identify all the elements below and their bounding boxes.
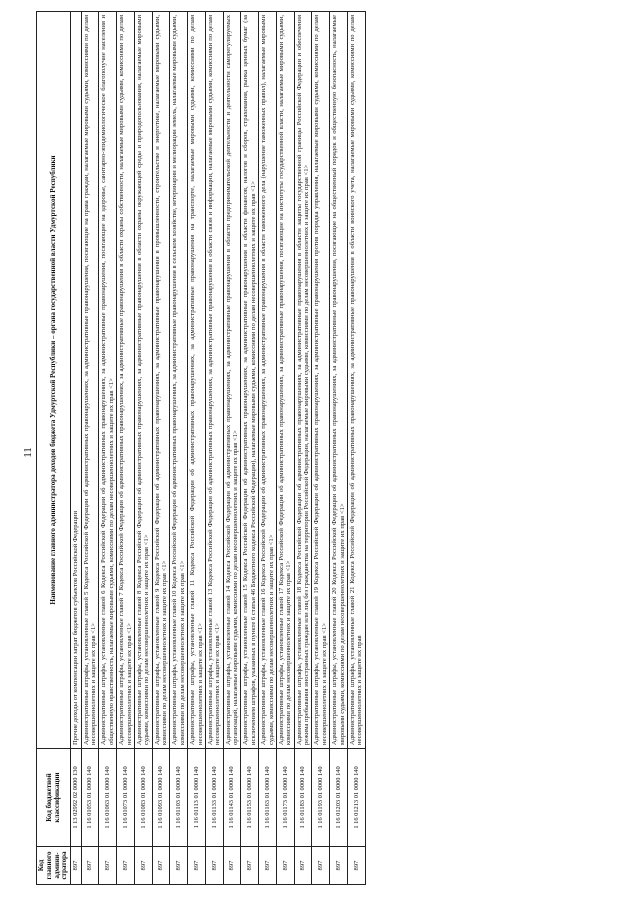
row-name: Административные штрафы, установленные главой 19 Кодекса Российской Федерации об административных правонарушениях, за административные правонарушения против порядка управления, налагаемые мировыми судьями, комиссиями по делам несовершеннолетних и защите их прав <1> (312, 12, 330, 749)
table-row (330, 12, 348, 885)
row-classification-code: 1 16 01093 01 0000 140 (152, 749, 170, 847)
row-admin-code: 897 (117, 847, 135, 885)
row-admin-code: 897 (312, 847, 330, 885)
table-row (152, 12, 170, 885)
row-classification-code: 1 16 01193 01 0000 140 (312, 749, 330, 847)
table-body (71, 12, 365, 885)
row-name: Административные штрафы, установленные главой 7 Кодекса Российской Федерации об административных правонарушениях, за административные правонарушения в области охраны собственности, налагаемые мировыми судьями, комиссиями по делам несовершеннолетних и защите их прав <1> (117, 12, 135, 749)
row-name: Административные штрафы, установленные главой 5 Кодекса Российской Федерации об административных правонарушениях, за административные правонарушения, посягающие на права граждан, налагаемые мировыми судьями, комиссиями по делам несовершеннолетних и защите их прав <1> (81, 12, 99, 749)
row-classification-code: 1 16 01073 01 0000 140 (117, 749, 135, 847)
table-row (71, 12, 81, 885)
row-classification-code: 1 16 01063 01 0000 140 (99, 749, 117, 847)
table-row (259, 12, 277, 885)
row-name: Административные штрафы, установленные главой 21 Кодекса Российской Федерации об административных правонарушениях, за административные правонарушения в области воинского учета, налагаемые мировыми судьями, комиссиями по делам несовершеннолетних и защите их прав (347, 12, 365, 749)
header-admin-code: Код главного админи-стратора (37, 847, 71, 885)
header-name: Наименование главного администратора доходов бюджета Удмуртской Республики – органа государственной власти Удмуртской Республики (37, 12, 71, 749)
table-row (312, 12, 330, 885)
row-admin-code: 897 (241, 847, 259, 885)
row-name: Административные штрафы, установленные главой 14 Кодекса Российской Федерации об административных правонарушениях, за административные правонарушения в области предпринимательской деятельности и деятельности саморегулируемых организаций, налагаемые мировыми судьями, комиссиями по делам несовершеннолетних и защите их прав <1> (223, 12, 241, 749)
row-name: Административные штрафы, установленные главой 11 Кодекса Российской Федерации об административных правонарушениях, за административные правонарушения на транспорте, налагаемые мировыми судьями, комиссиями по делам несовершеннолетних и защите их прав <1> (188, 12, 206, 749)
row-classification-code: 1 16 01203 01 0000 140 (330, 749, 348, 847)
row-admin-code: 897 (223, 847, 241, 885)
row-classification-code: 1 16 01163 01 0000 140 (259, 749, 277, 847)
row-classification-code: 1 16 01113 01 0000 140 (188, 749, 206, 847)
table-row (223, 12, 241, 885)
row-admin-code: 897 (99, 847, 117, 885)
row-name: Административные штрафы, установленные главой 15 Кодекса Российской Федерации об административных правонарушениях, за административные правонарушения в области финансов, налогов и сборов, страхования, рынка ценных бумаг (за исключением штрафов, указанных в пункте 6 статьи 46 Бюджетного кодекса Российской Федерации), налагаемые мировыми судьями, комиссиями по делам несовершеннолетних и защите их прав <1> (241, 12, 259, 749)
row-name: Административные штрафы, установленные главой 8 Кодекса Российской Федерации об административных правонарушениях, за административные правонарушения в области охраны окружающей среды и природопользования, налагаемые мировыми судьями, комиссиями по делам несовершеннолетних и защите их прав <1> (134, 12, 152, 749)
row-admin-code: 897 (71, 847, 81, 885)
row-classification-code: 1 16 01173 01 0000 140 (276, 749, 294, 847)
row-name: Административные штрафы, установленные главой 16 Кодекса Российской Федерации об административных правонарушениях, за административные правонарушения в области таможенного дела (нарушение таможенных правил), налагаемые мировыми судьями, комиссиями по делам несовершеннолетних и защите их прав <1> (259, 12, 277, 749)
table-row (81, 12, 99, 885)
row-name: Административные штрафы, установленные главой 13 Кодекса Российской Федерации об административных правонарушениях, за административные правонарушения в области связи и информации, налагаемые мировыми судьями, комиссиями по делам несовершеннолетних и защите их прав <1> (205, 12, 223, 749)
header-classification-code: Код бюджетной классификации (37, 749, 71, 847)
table-row (117, 12, 135, 885)
row-classification-code: 1 16 01103 01 0000 140 (170, 749, 188, 847)
table-row (205, 12, 223, 885)
row-name: Административные штрафы, установленные главой 18 Кодекса Российской Федерации об административных правонарушениях, за административные правонарушения в области защиты государственной границы Российской Федерации и обеспечения режима пребывания иностранных граждан или лиц без гражданства на территории Российской Федерации, налагаемые мировыми судьями, комиссиями по делам несовершеннолетних и защите их прав <1> (294, 12, 312, 749)
revenue-admin-table (36, 11, 366, 885)
table-row (347, 12, 365, 885)
table-row (134, 12, 152, 885)
table-row (99, 12, 117, 885)
page-number: 11 (22, 447, 34, 458)
row-classification-code: 1 16 01143 01 0000 140 (223, 749, 241, 847)
row-classification-code: 1 16 01053 01 0000 140 (81, 749, 99, 847)
row-name: Административные штрафы, установленные главой 17 Кодекса Российской Федерации об административных правонарушениях, за административные правонарушения, посягающие на институты государственной власти, налагаемые мировыми судьями, комиссиями по делам несовершеннолетних и защите их прав <1> (276, 12, 294, 749)
row-name: Административные штрафы, установленные главой 6 Кодекса Российской Федерации об административных правонарушениях, за административные правонарушения, посягающие на здоровье, санитарно-эпидемиологическое благополучие населения и общественную нравственность, налагаемые мировыми судьями, комиссиями по делам несовершеннолетних и защите их прав <1> (99, 12, 117, 749)
row-admin-code: 897 (294, 847, 312, 885)
row-admin-code: 897 (276, 847, 294, 885)
table-row (188, 12, 206, 885)
row-admin-code: 897 (259, 847, 277, 885)
row-admin-code: 897 (170, 847, 188, 885)
table-row (294, 12, 312, 885)
table-row (170, 12, 188, 885)
row-admin-code: 897 (347, 847, 365, 885)
row-classification-code: 1 16 01183 01 0000 140 (294, 749, 312, 847)
row-admin-code: 897 (205, 847, 223, 885)
table-row (241, 12, 259, 885)
row-admin-code: 897 (152, 847, 170, 885)
table-row (276, 12, 294, 885)
row-name: Прочие доходы от компенсации затрат бюджетов субъектов Российской Федерации (71, 12, 81, 749)
row-name: Административные штрафы, установленные главой 20 Кодекса Российской Федерации об административных правонарушениях, за административные правонарушения, посягающие на общественный порядок и общественную безопасность, налагаемые мировыми судьями, комиссиями по делам несовершеннолетних и защите их прав <1> (330, 12, 348, 749)
row-classification-code: 1 16 01213 01 0000 140 (347, 749, 365, 847)
row-admin-code: 897 (330, 847, 348, 885)
row-classification-code: 1 16 01133 01 0000 140 (205, 749, 223, 847)
table-header-row (37, 12, 71, 885)
row-classification-code: 1 13 02992 02 0000 130 (71, 749, 81, 847)
row-classification-code: 1 16 01153 01 0000 140 (241, 749, 259, 847)
row-admin-code: 897 (81, 847, 99, 885)
row-admin-code: 897 (188, 847, 206, 885)
row-admin-code: 897 (134, 847, 152, 885)
row-name: Административные штрафы, установленные главой 10 Кодекса Российской Федерации об административных правонарушениях, за административные правонарушения в сельском хозяйстве, ветеринарии и мелиорации земель, налагаемые мировыми судьями, комиссиями по делам несовершеннолетних и защите их прав <1> (170, 12, 188, 749)
row-classification-code: 1 16 01083 01 0000 140 (134, 749, 152, 847)
row-name: Административные штрафы, установленные главой 9 Кодекса Российской Федерации об административных правонарушениях, за административные правонарушения в промышленности, строительстве и энергетике, налагаемые мировыми судьями, комиссиями по делам несовершеннолетних и защите их прав <1> (152, 12, 170, 749)
